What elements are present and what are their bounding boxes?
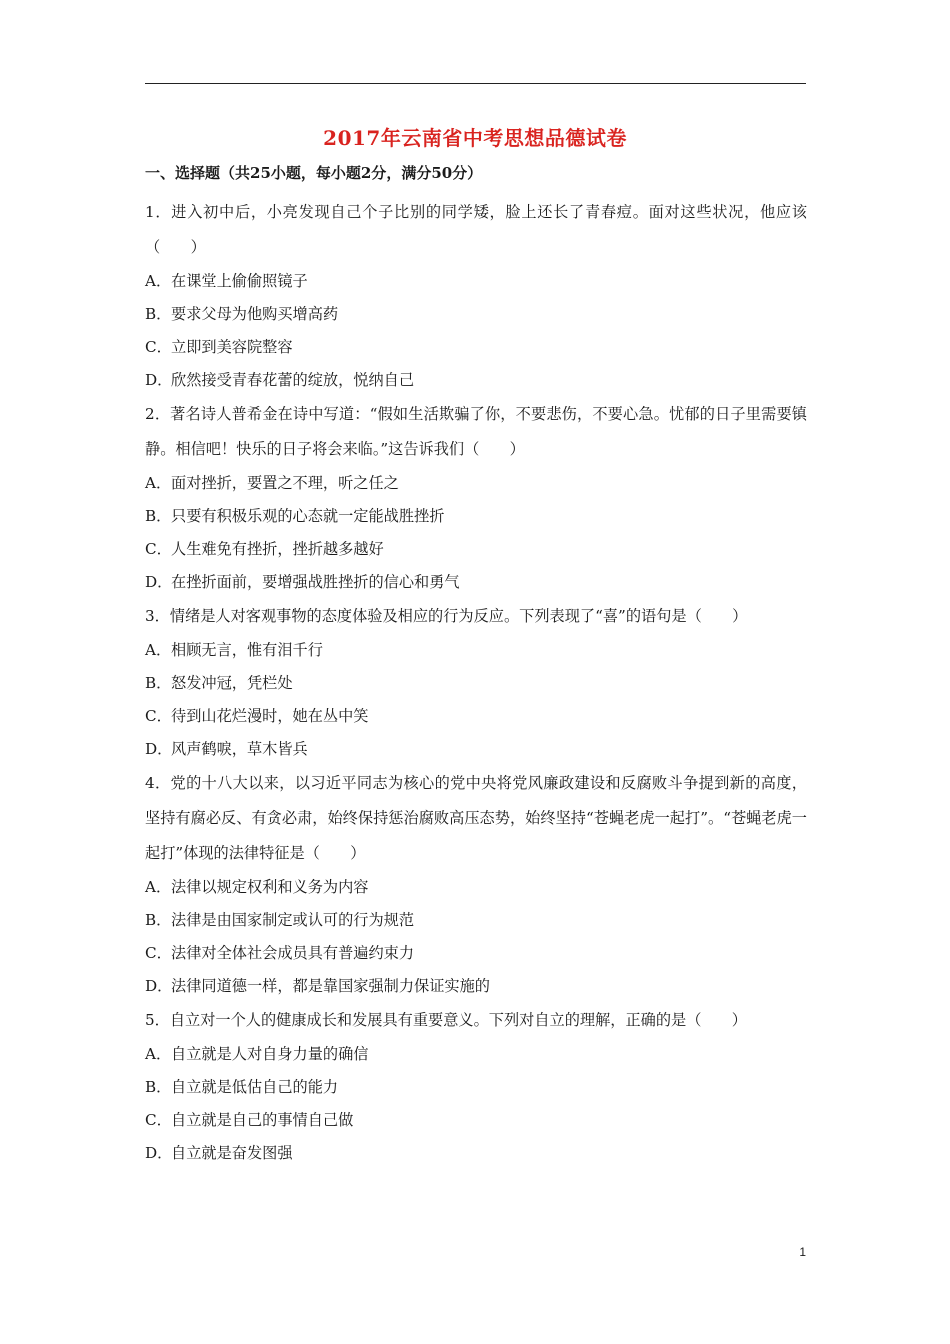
option-c (145, 533, 807, 566)
option-text: 在课堂上偷偷照镜子 (171, 272, 308, 290)
question-stem: 1．进入初中后，小亮发现自己个子比别的同学矮，脸上还长了青春痘。面对这些状况，他应该（ ） (145, 203, 807, 256)
option-letter: B． (145, 305, 172, 323)
option-b (145, 667, 807, 700)
option-text: 风声鹤唳，草木皆兵 (171, 740, 308, 758)
question-3 (145, 599, 807, 766)
option-text: 立即到美容院整容 (171, 338, 293, 356)
option-c (145, 937, 807, 970)
question-2 (145, 397, 807, 599)
option-text: 待到山花烂漫时，她在丛中笑 (171, 707, 369, 725)
option-d (145, 1137, 807, 1170)
option-text: 在挫折面前，要增强战胜挫折的信心和勇气 (171, 573, 460, 591)
page-number: 1 (799, 1245, 806, 1259)
option-a (145, 265, 807, 298)
option-text: 法律以规定权利和义务为内容 (171, 878, 369, 896)
option-b (145, 904, 807, 937)
option-a (145, 467, 807, 500)
question-list (145, 195, 807, 1170)
option-b (145, 1071, 807, 1104)
option-text: 自立就是奋发图强 (171, 1144, 293, 1162)
option-text: 自立就是自己的事情自己做 (171, 1111, 354, 1129)
option-letter: A． (145, 878, 172, 896)
option-letter: C． (145, 707, 172, 725)
option-a (145, 871, 807, 904)
option-letter: D． (145, 977, 173, 995)
option-c (145, 700, 807, 733)
option-letter: C． (145, 338, 172, 356)
option-letter: A． (145, 474, 172, 492)
option-letter: C． (145, 540, 172, 558)
question-stem: 3．情绪是人对客观事物的态度体验及相应的行为反应。下列表现了“喜”的语句是（ ） (145, 607, 748, 625)
option-a (145, 1038, 807, 1071)
option-text: 面对挫折，要置之不理，听之任之 (171, 474, 399, 492)
question-stem: 5．自立对一个人的健康成长和发展具有重要意义。下列对自立的理解，正确的是（ ） (145, 1011, 747, 1029)
option-b (145, 298, 807, 331)
option-letter: C． (145, 1111, 172, 1129)
section-heading: 一、选择题（共25小题，每小题2分，满分50分） (145, 164, 483, 182)
question-stem: 2．著名诗人普希金在诗中写道：“假如生活欺骗了你，不要悲伤，不要心急。忧郁的日子里需要镇静。相信吧！快乐的日子将会来临。”这告诉我们（ ） (145, 405, 807, 458)
option-text: 法律同道德一样，都是靠国家强制力保证实施的 (171, 977, 490, 995)
option-text: 人生难免有挫折，挫折越多越好 (171, 540, 384, 558)
question-1 (145, 195, 807, 397)
option-text: 自立就是低估自己的能力 (171, 1078, 339, 1096)
option-d (145, 970, 807, 1003)
option-letter: C． (145, 944, 172, 962)
option-letter: A． (145, 1045, 172, 1063)
option-letter: A． (145, 272, 172, 290)
option-letter: D． (145, 740, 173, 758)
option-d (145, 566, 807, 599)
option-d (145, 364, 807, 397)
option-text: 只要有积极乐观的心态就一定能战胜挫折 (171, 507, 445, 525)
option-d (145, 733, 807, 766)
question-stem: 4．党的十八大以来，以习近平同志为核心的党中央将党风廉政建设和反腐败斗争提到新的高度，坚持有腐必反、有贪必肃，始终保持惩治腐败高压态势，始终坚持“苍蝇老虎一起打”。“苍蝇老虎一起打”体现的法律特征是（ ） (145, 774, 807, 862)
option-letter: A． (145, 641, 172, 659)
option-b (145, 500, 807, 533)
option-text: 相顾无言，惟有泪千行 (171, 641, 323, 659)
option-letter: B． (145, 507, 172, 525)
question-5 (145, 1003, 807, 1170)
exam-title: 2017年云南省中考思想品德试卷 (323, 126, 627, 150)
option-letter: B． (145, 1078, 172, 1096)
option-text: 欣然接受青春花蕾的绽放，悦纳自己 (171, 371, 414, 389)
header-rule (145, 83, 806, 84)
option-letter: B． (145, 674, 172, 692)
option-text: 法律是由国家制定或认可的行为规范 (171, 911, 414, 929)
option-text: 自立就是人对自身力量的确信 (171, 1045, 369, 1063)
option-text: 法律对全体社会成员具有普遍约束力 (171, 944, 414, 962)
option-c (145, 1104, 807, 1137)
option-letter: D． (145, 371, 173, 389)
option-a (145, 634, 807, 667)
question-4 (145, 766, 807, 1003)
option-c (145, 331, 807, 364)
option-text: 怒发冲冠，凭栏处 (171, 674, 293, 692)
option-letter: B． (145, 911, 172, 929)
option-letter: D． (145, 1144, 173, 1162)
option-letter: D． (145, 573, 173, 591)
option-text: 要求父母为他购买增高药 (171, 305, 339, 323)
